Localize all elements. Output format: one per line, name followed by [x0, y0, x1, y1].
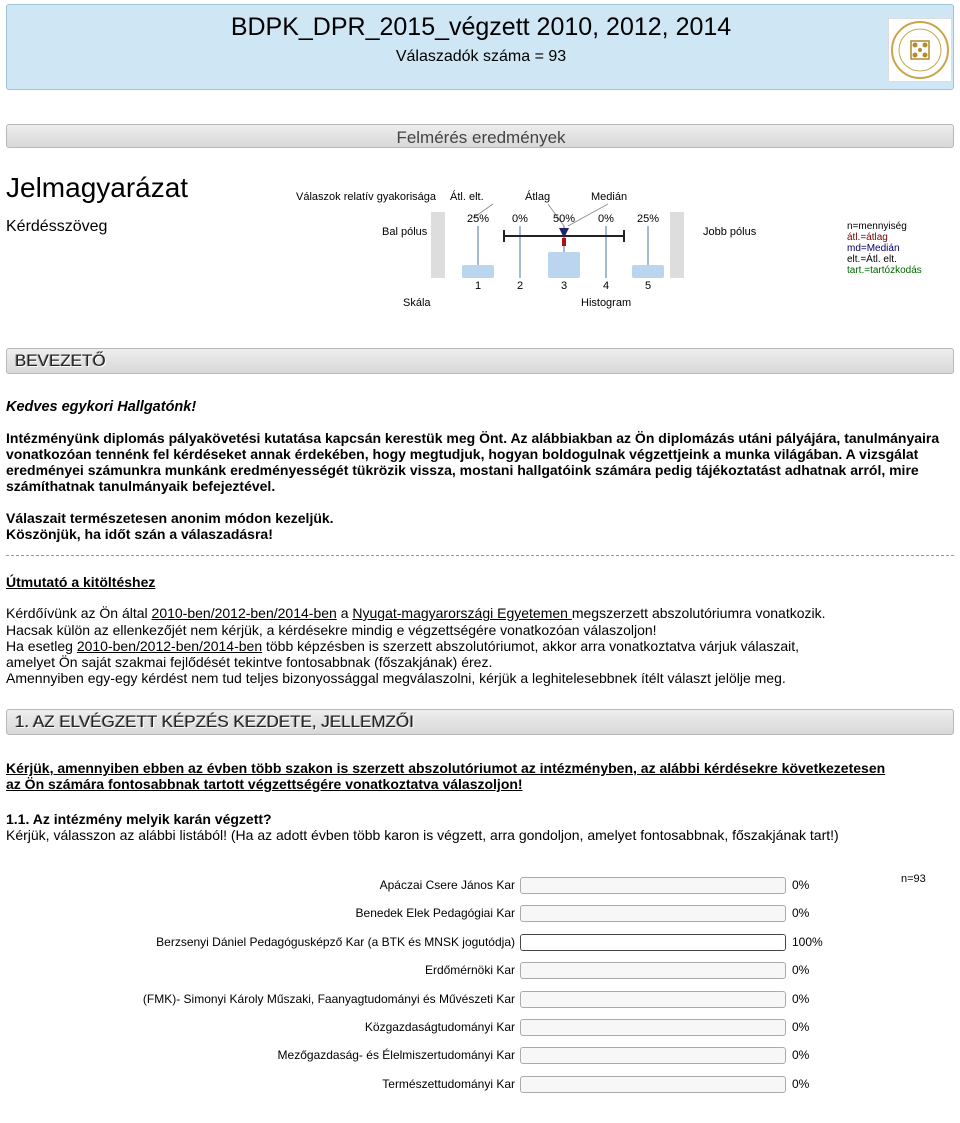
legend-mean-label: Átlag [525, 191, 551, 203]
option-bar [520, 934, 786, 951]
legend-histogram-graphic [428, 200, 708, 290]
option-bar [520, 991, 786, 1008]
legend-percent-label: 0% [512, 213, 528, 225]
section1-bar [6, 709, 954, 735]
legend-percent-label: 50% [552, 213, 576, 225]
legend-scale-number: 2 [516, 280, 524, 290]
guide-university-link[interactable]: Nyugat-magyarországi Egyetemen [352, 605, 572, 621]
legend-key-avg: átl.=átlag [847, 232, 888, 243]
guide-line-2: Hacsak külön az ellenkezőjét nem kérjük, a kérdésekre mindig e végzettségére vonatkozóan válaszoljon! [6, 622, 657, 638]
guide-text: több képzésben is szerzett abszolutóriumot, akkor arra vonatkoztatva várjuk válaszait, [262, 638, 800, 654]
legend-scale-number: 5 [644, 280, 652, 290]
intro-section-bar [6, 348, 954, 374]
intro-section-title: BEVEZETŐ [15, 351, 106, 370]
median-marker-icon [562, 238, 566, 246]
legend-scale-number: 3 [560, 280, 568, 290]
divider [6, 555, 954, 556]
guide-line-4: amelyet Ön saját szakmai fejlődését tekintve fontosabbnak (főszakjának) érez. [6, 654, 493, 670]
legend-title: Jelmagyarázat [6, 172, 189, 203]
legend-question-text: Kérdésszöveg [6, 218, 108, 235]
guide-line-1 [6, 605, 954, 621]
option-bar [520, 1076, 786, 1093]
legend-histogram-bar [462, 265, 494, 278]
legend-percent-label: 0% [598, 213, 614, 225]
legend-scale-label: Skála [403, 297, 431, 309]
question-1-1-subtitle: Kérjük, válasszon az alábbi listából! (Ha az adott évben több karon is végzett, arra gondoljon, amelyet fontosabbnak, főszakjának tart!) [6, 827, 839, 843]
option-label: Mezőgazdaság- és Élelmiszertudományi Kar [277, 1048, 515, 1063]
section1-instruction-2: az Ön számára fontosabbnak tartott végzettségére vonatkoztatva válaszoljon! [6, 776, 523, 792]
legend-rel-freq: Válaszok relatív gyakorisága [296, 191, 437, 203]
section1-title: 1. AZ ELVÉGZETT KÉPZÉS KEZDETE, JELLEMZŐI [15, 712, 414, 731]
legend-scale-number: 4 [602, 280, 610, 290]
option-bar [520, 905, 786, 922]
question-n: n=93 [901, 873, 926, 885]
option-label: Közgazdaságtudományi Kar [364, 1020, 515, 1034]
intro-paragraph: Intézményünk diplomás pályakövetési kutatása kapcsán kerestük meg Önt. Az alábbiakban az Ön diplomázás utáni pályájára, tanulmányaira vonatkozóan tennénk fel kérdéseket annak érdekében, hogy megtudjuk, hogyan boldogulnak végzettjeink a munka világában. A vizsgálat eredményei számunkra munkánk eredményességét tükrözik vissza, mostani hallgatóink számára pedig tájékoztatást adhatnak arról, mire számíthatnak tanulmányaik befejeztével. [6, 430, 940, 494]
legend-key-md: md=Medián [847, 243, 900, 254]
legend-histogram-label: Histogram [581, 297, 632, 309]
guide-text: megszerzett abszolutóriumra vonatkozik. [571, 605, 826, 621]
question-1-1-title: 1.1. Az intézmény melyik karán végzett? [6, 811, 272, 827]
legend-key-elt: elt.=Átl. elt. [847, 254, 897, 265]
option-bar [520, 877, 786, 894]
option-percent: 0% [792, 878, 810, 892]
guide-year-link[interactable]: 2010-ben/2012-ben/2014-ben [76, 638, 263, 654]
respondent-count: Válaszadók száma = 93 [395, 48, 567, 65]
legend-key-tart: tart.=tartózkodás [847, 265, 922, 276]
option-percent: 0% [792, 906, 810, 921]
report-title: BDPK_DPR_2015_végzett 2010, 2012, 2014 [230, 13, 732, 41]
option-label: (FMK)- Simonyi Károly Műszaki, Faanyagtudományi és Művészeti Kar [142, 991, 515, 1006]
option-percent: 0% [792, 963, 810, 978]
guide-title: Útmutató a kitöltéshez [6, 574, 156, 590]
option-label: Benedek Elek Pedagógiai Kar [355, 906, 515, 921]
guide-text: Ha esetleg [6, 638, 77, 654]
section1-instruction-1: Kérjük, amennyiben ebben az évben több szakon is szerzett abszolutóriumot az intézményben, az alábbi kérdésekre következetesen [6, 760, 886, 776]
option-label: Természettudományi Kar [382, 1076, 515, 1091]
legend-key-n: n=mennyiség [847, 221, 907, 232]
guide-text: a [336, 605, 353, 621]
guide-year-link[interactable]: 2010-ben/2012-ben/2014-ben [151, 605, 337, 621]
results-section-bar [6, 124, 954, 148]
legend-scale-number: 1 [474, 280, 482, 290]
option-label: Erdőmérnöki Kar [424, 963, 515, 978]
guide-line-5: Amennyiben egy-egy kérdést nem tud teljes bizonyossággal megválaszolni, kérjük a leghitelesebbnek ítélt választ jelölje meg. [6, 670, 786, 686]
report-header [6, 4, 954, 90]
option-percent: 100% [792, 934, 823, 949]
option-bar-fill [521, 935, 785, 950]
legend-histogram-bar [548, 252, 580, 278]
intro-thanks: Köszönjük, ha időt szán a válaszadásra! [6, 526, 273, 542]
option-percent: 0% [792, 991, 810, 1006]
option-bar [520, 1047, 786, 1064]
guide-text: Kérdőívünk az Ön által [6, 605, 152, 621]
legend-percent-label: 25% [636, 213, 660, 225]
option-bar [520, 962, 786, 979]
option-percent: 0% [792, 1076, 810, 1091]
university-seal-logo [888, 18, 952, 82]
guide-line-3 [6, 638, 799, 654]
option-label: Apáczai Csere János Kar [379, 878, 515, 892]
legend-percent-label: 25% [466, 213, 490, 225]
option-bar [520, 1019, 786, 1036]
legend-std-dev-label: Átl. elt. [450, 191, 484, 203]
legend-median-label: Medián [591, 191, 628, 203]
legend-right-pole: Jobb pólus [703, 226, 757, 238]
option-percent: 0% [792, 1048, 810, 1063]
option-percent: 0% [792, 1020, 810, 1034]
intro-greeting: Kedves egykori Hallgatónk! [6, 399, 197, 415]
legend-histogram-bar [632, 265, 664, 278]
results-section-label: Felmérés eredmények [396, 128, 566, 147]
option-label: Berzsenyi Dániel Pedagógusképző Kar (a BTK és MNSK jogutódja) [156, 934, 515, 949]
legend-left-pole: Bal pólus [382, 226, 428, 238]
intro-anonymity: Válaszait természetesen anonim módon kezeljük. [6, 510, 334, 526]
legend-key [847, 221, 922, 276]
